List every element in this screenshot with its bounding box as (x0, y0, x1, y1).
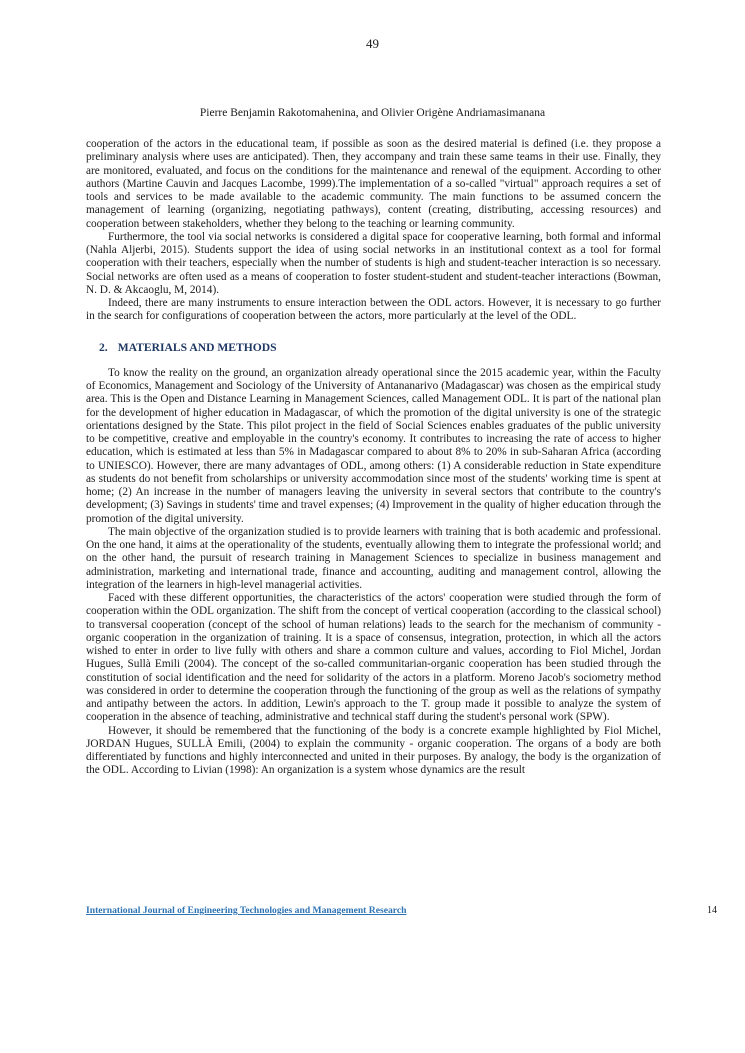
authors-line: Pierre Benjamin Rakotomahenina, and Olivier Origène Andriamasimanana (199, 107, 546, 119)
article-body (86, 138, 661, 778)
section-number: 2. (99, 340, 108, 354)
footer-page-number: 14 (707, 905, 717, 916)
paragraph: However, it should be remembered that the functioning of the body is a concrete example highlighted by Fiol Michel, JORDAN Hugues, SULLÀ Emili, (2004) to explain the community - organic cooperation. The organs of a body are both differentiated by functions and highly interconnected and united in their purposes. By analogy, the body is the organization of the ODL. According to Livian (1998): An organization is a system whose dynamics are the result (86, 724, 661, 777)
paragraph-continuation: cooperation of the actors in the educational team, if possible as soon as the desired material is defined (i.e. they propose a preliminary analysis where uses are anticipated). Then, they accompany and train these same teams in their use. Finally, they are monitored, evaluated, and focus on the conditions for the maintenance and renewal of the equipment. According to other authors (Martine Cauvin and Jacques Lacombe, 1999).The implementation of a so-called "virtual" approach requires a set of tools and services to be made available to the academic community. The main functions to be assumed concern the management of learning (organizing, negotiating pathways), content (creating, distributing, accessing resources) and cooperation between stakeholders, whether they belong to the teaching or learning community. (86, 138, 661, 230)
journal-title-link[interactable]: International Journal of Engineering Technologies and Management Research (86, 905, 407, 916)
paragraph: The main objective of the organization studied is to provide learners with training that is both academic and professional. On the one hand, it aims at the operationality of the students, eventually allowing them to integrate the professional world; and on the other hand, the pursuit of research training in Management Sciences to specialize in business management and administration, marketing and international trade, finance and accounting, auditing and management control, allowing the integration of the learners in high-level managerial activities. (86, 525, 661, 591)
paragraph: To know the reality on the ground, an organization already operational since the 2015 academic year, within the Faculty of Economics, Management and Sociology of the University of Antananarivo (Madagascar) was chosen as the empirical study area. This is the Open and Distance Learning in Management Sciences, called Management ODL. It is part of the national plan for the development of higher education in Madagascar, of which the promotion of the digital university is one of the strategic orientations designed by the State. This pilot project in the field of Social Sciences enables graduates of the public university to be competitive, creative and employable in the country's economy. It contributes to increasing the rate of access to higher education, which is estimated at less than 5% in Madagascar compared to about 8% to 20% in sub-Saharan Africa (according to UNIESCO). However, there are many advantages of ODL, among others: (1) A considerable reduction in State expenditure as students do not benefit from scholarships or university accommodation since most of the students' working time is spent at home; (2) An increase in the number of managers leaving the university in several sectors that contribute to the country's development; (3) Savings in students' time and travel expenses; (4) Improvement in the quality of higher education through the promotion of the digital university. (86, 366, 661, 525)
section-heading-materials-and-methods (99, 341, 661, 354)
section-title: MATERIALS AND METHODS (117, 340, 277, 354)
paragraph: Indeed, there are many instruments to ensure interaction between the ODL actors. However, it is necessary to go further in the search for configurations of cooperation between the actors, more particularly at the level of the ODL. (86, 297, 661, 323)
paragraph: Faced with these different opportunities, the characteristics of the actors' cooperation were studied through the form of cooperation within the ODL organization. The shift from the concept of vertical cooperation (according to the classical school) to transversal cooperation (concept of the school of human relations) leads to the search for the mechanism of community - organic cooperation in the organization of training. It is a space of consensus, integration, protection, in which all the actors wished to enter in order to live fully with others and share a common culture and values, according to Fiol Michel, Jordan Hugues, Sullà Emili (2004). The concept of the so-called communitarian-organic cooperation has been studied through the constitution of social identification and the need for solidarity of the actors in a platform. Moreno Jacob's sociometry method was considered in order to determine the cooperation through the functioning of the group as well as the relations of sympathy and antipathy between the actors. In addition, Lewin's approach to the T. group made it possible to analyze the system of cooperation in the absence of teaching, administrative and technical staff during the student's personal work (SPW). (86, 592, 661, 724)
paragraph: Furthermore, the tool via social networks is considered a digital space for cooperative learning, both formal and informal (Nahla Aljerbi, 2015). Students support the idea of using social networks in an institutional context as a tool for formal cooperation with their teachers, especially when the number of students is high and student-teacher interaction is so necessary. Social networks are often used as a means of cooperation to foster student-student and student-teacher interactions (Bowman, N. D. & Akcaoglu, M, 2014). (86, 230, 661, 296)
page-footer (86, 905, 717, 916)
page-number-top: 49 (366, 36, 379, 51)
